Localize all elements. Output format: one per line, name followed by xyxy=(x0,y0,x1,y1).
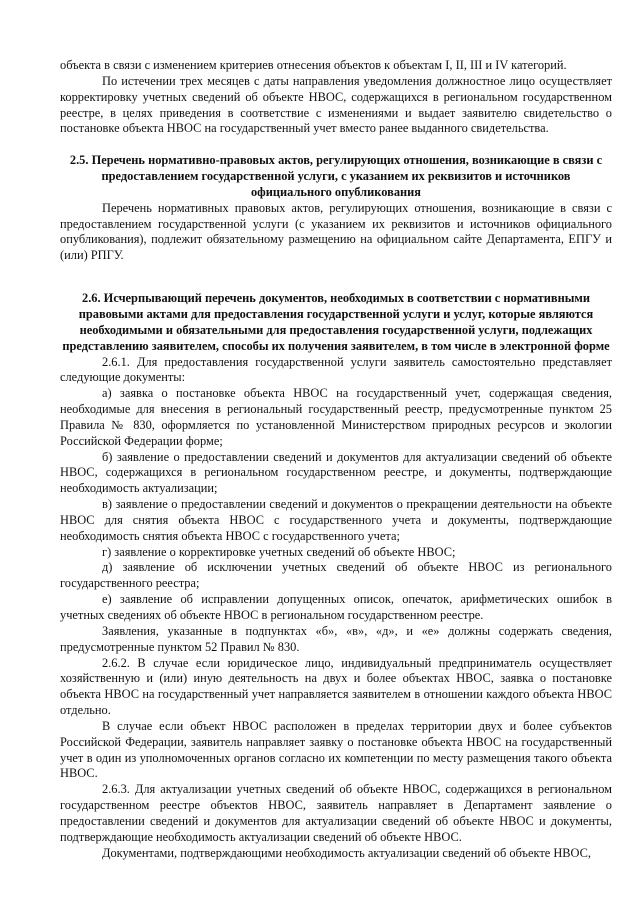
list-item-g: г) заявление о корректировке учетных сведений об объекте НВОС; xyxy=(102,544,456,559)
paragraph-claims: Заявления, указанные в подпунктах «б», «в», «д», и «е» должны содержать сведения, предусмотренные пунктом 52 Правил № 830. xyxy=(60,623,612,654)
paragraph-2-6-2: 2.6.2. В случае если юридическое лицо, индивидуальный предприниматель осуществляет хозяйственную и (или) иную деятельность на двух и более объектах НВОС, заявка о постановке объекта НВОС на государственный учет направляется заявителем в отношении каждого объекта НВОС отдельно. xyxy=(60,655,612,718)
list-item-b: б) заявление о предоставлении сведений и документов для актуализации сведений об объекте НВОС, содержащихся в региональном государственном реестре, и документы, подтверждающие необходимость актуализации; xyxy=(60,449,612,496)
paragraph-2-6-3: 2.6.3. Для актуализации учетных сведений об объекте НВОС, содержащихся в региональном государственном реестре объектов НВОС, заявитель направляет в Департамент заявление о предоставлении сведений и документов для актуализации сведений об объекте НВОС и документы, подтверждающие необходимость актуализации сведений об объекте НВОС. xyxy=(60,782,612,844)
paragraph-three-months: По истечении трех месяцев с даты направления уведомления должностное лицо осуществляет корректировку учетных сведений об объекте НВОС, содержащихся в региональном государственном реестре, в целях приведения в соответствие с изменениями и выдает заявителю свидетельство о постановке объекта НВОС на государственный учет вместо ранее выданного свидетельства. xyxy=(60,73,612,136)
document-page xyxy=(60,58,612,862)
paragraph-2-6-1: 2.6.1. Для предоставления государственной услуги заявитель самостоятельно представляет следующие документы: xyxy=(60,354,612,385)
paragraph-two-subjects: В случае если объект НВОС расположен в пределах территории двух и более субъектов Российской Федерации, заявитель направляет заявку о постановке объекта НВОС на государственный учет в один из уполномоченных органов согласно их компетенции по месту размещения такого объекта НВОС. xyxy=(60,718,612,781)
list-item-d: д) заявление об исключении учетных сведений об объекте НВОС из регионального государственного реестра; xyxy=(60,560,612,591)
paragraph-intro: объекта в связи с изменением критериев отнесения объектов к объектам I, II, III и IV категорий. xyxy=(60,58,567,72)
list-item-a: а) заявка о постановке объекта НВОС на государственный учет, содержащая сведения, необходимые для внесения в региональный государственный реестр, предусмотренные пунктом 25 Правила № 830, оформляется по установленной Министерством природных ресурсов и экологии Российской Федерации форме; xyxy=(60,386,612,448)
section-2-6-heading: 2.6. Исчерпывающий перечень документов, необходимых в соответствии с нормативными правовыми актами для предоставления государственной услуги и услуг, которые являются необходимыми и обязательными для предоставления государственной услуги, подлежащих представлению заявителем, способы их получения заявителем, в том числе в электронной форме xyxy=(62,291,610,353)
section-2-5-heading: 2.5. Перечень нормативно-правовых актов, регулирующих отношения, возникающие в связи с предоставлением государственной услуги, с указанием их реквизитов и источников официального опубликования xyxy=(69,153,603,199)
list-item-v: в) заявление о предоставлении сведений и документов о прекращении деятельности на объекте НВОС для снятия объекта НВОС с государственного учета и документы, подтверждающие необходимость снятия объекта НВОС с государственного учета; xyxy=(60,497,612,543)
paragraph-docs: Документами, подтверждающими необходимость актуализации сведений об объекте НВОС, xyxy=(102,845,592,860)
section-2-5-text: Перечень нормативных правовых актов, регулирующих отношения, возникающие в связи с предоставлением государственной услуги (с указанием их реквизитов и источников официального опубликования), подлежит обязательному размещению на официальном сайте Департамента, ЕПГУ и (или) РПГУ. xyxy=(60,200,612,263)
list-item-e: е) заявление об исправлении допущенных описок, опечаток, арифметических ошибок в учетных сведениях об объекте НВОС в региональном государственном реестре. xyxy=(60,592,612,622)
